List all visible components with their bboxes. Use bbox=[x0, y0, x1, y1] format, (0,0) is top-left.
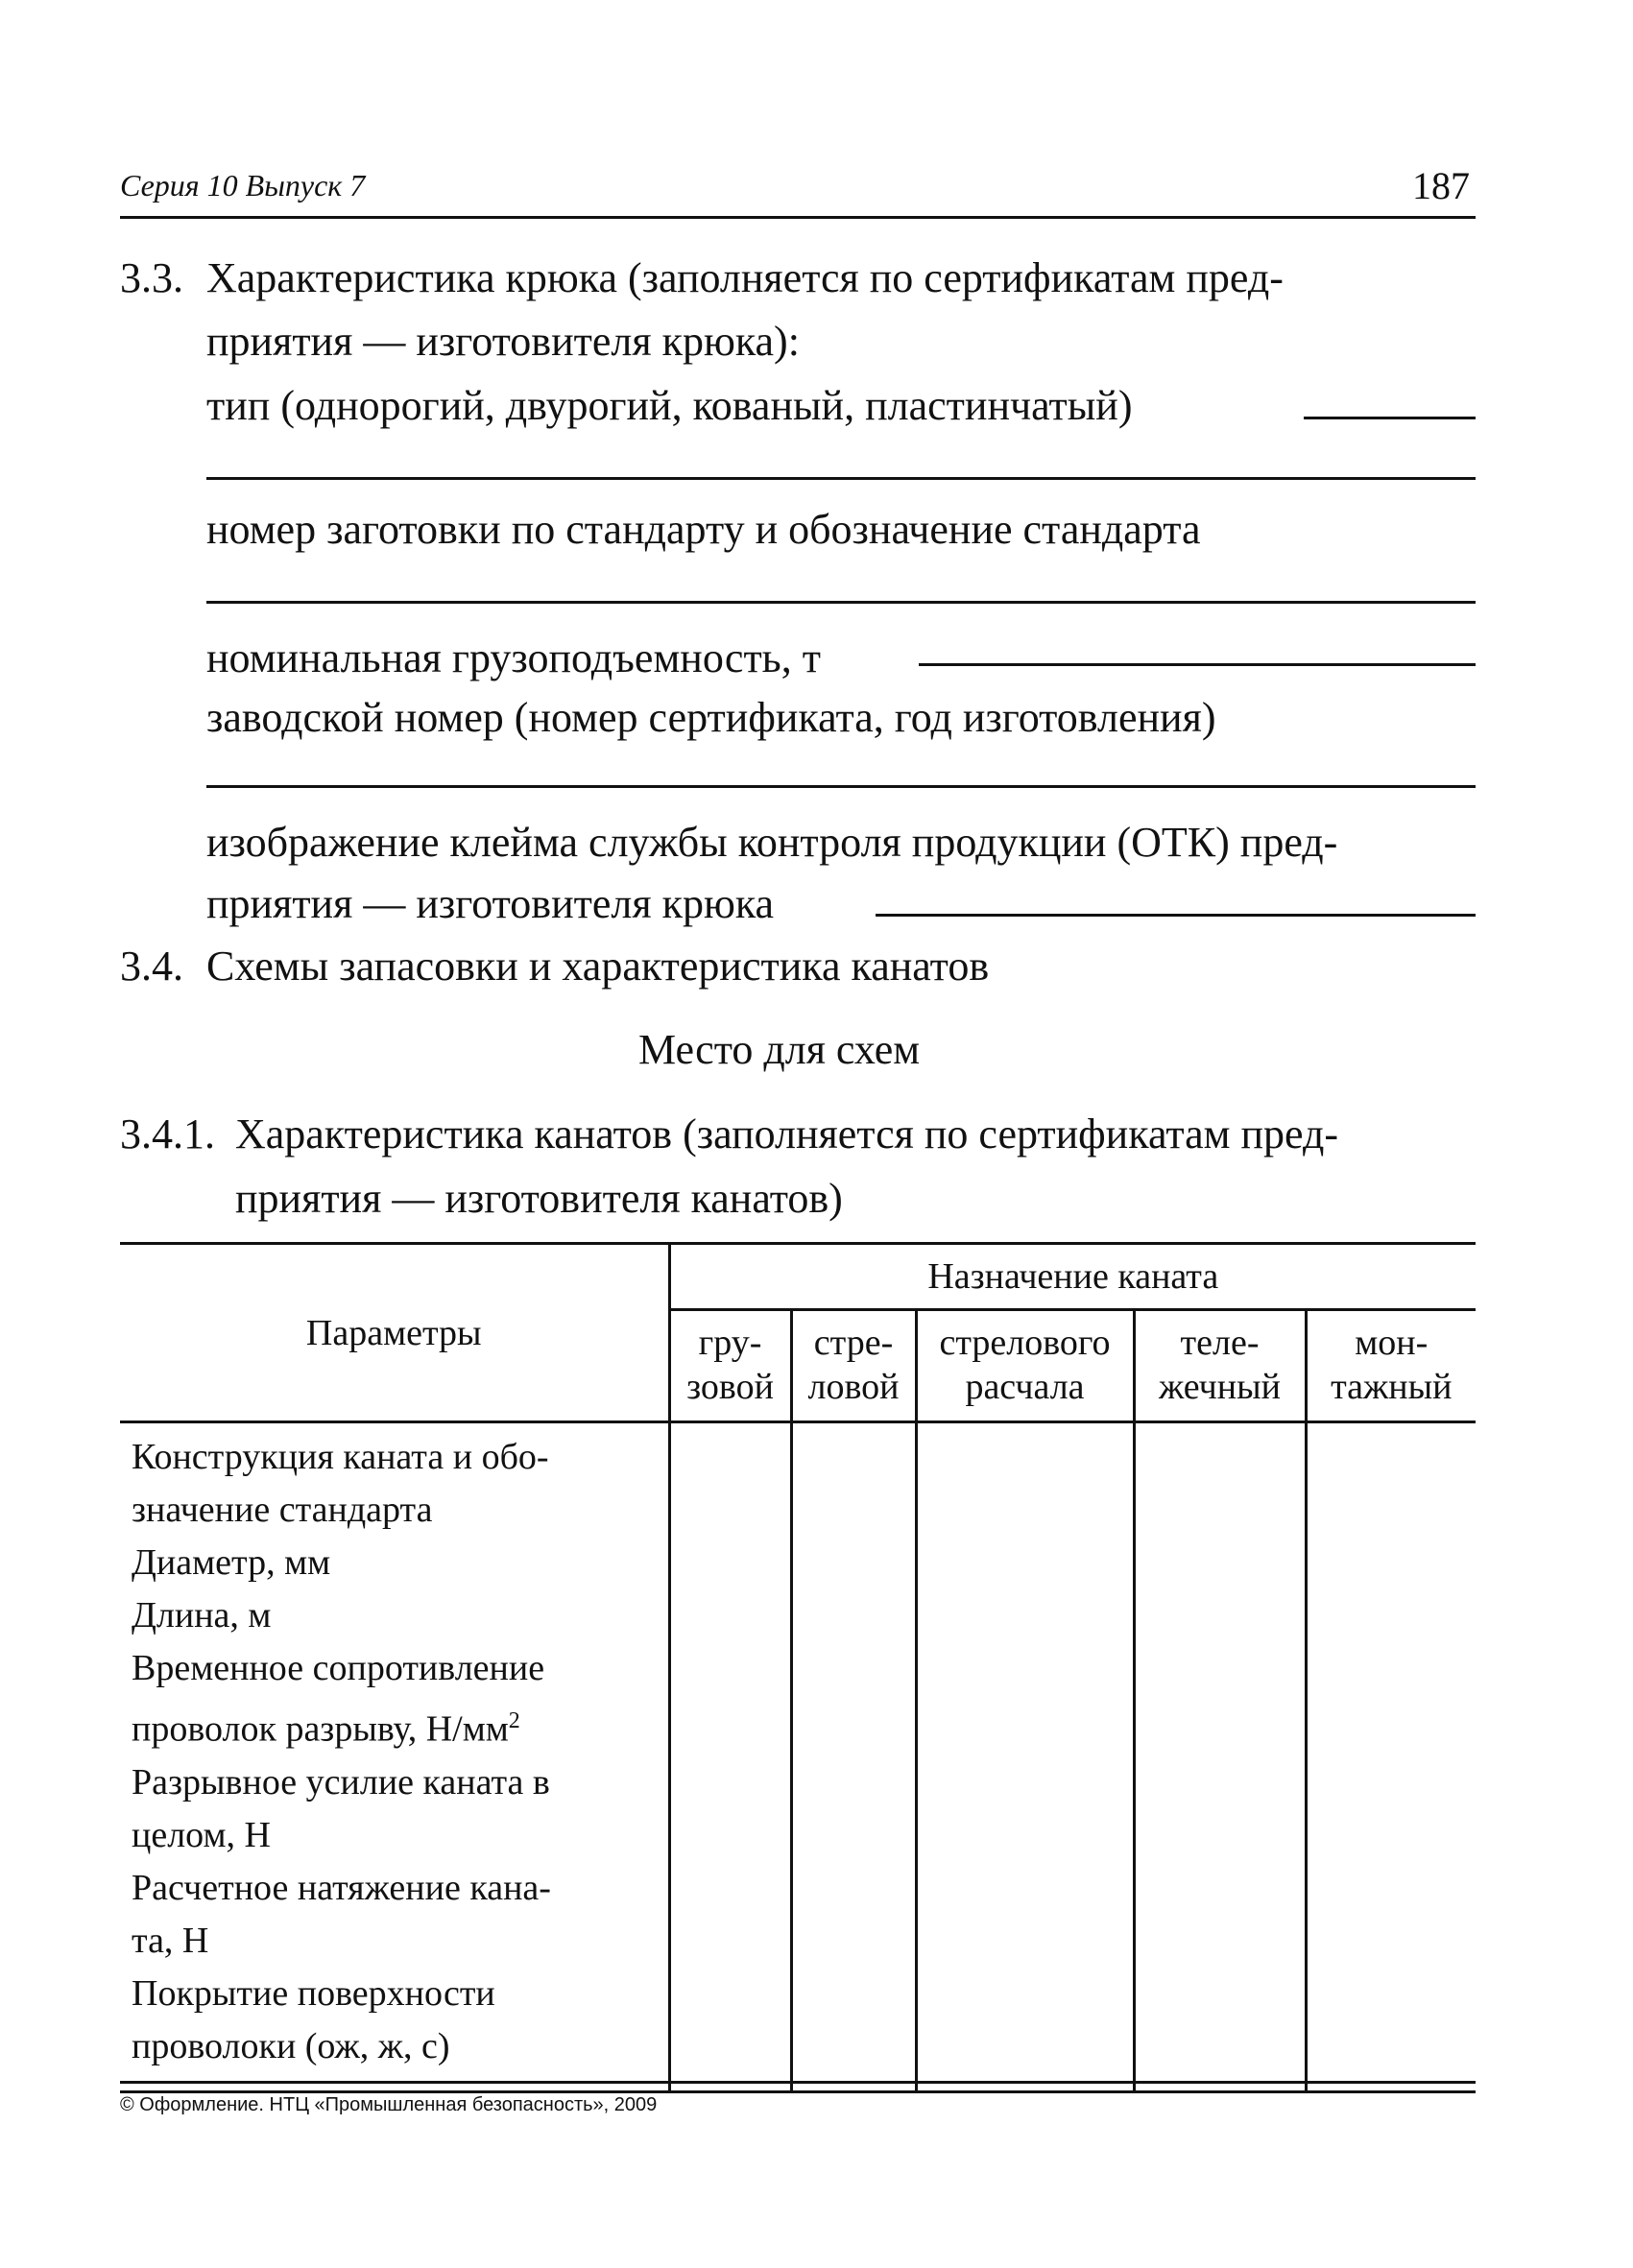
parameters-header: Параметры bbox=[120, 1244, 669, 1422]
rope-characteristics-table bbox=[120, 1242, 1476, 2093]
rope-purpose-header: Назначение каната bbox=[669, 1244, 1476, 1310]
hook-type-fill-line-2 bbox=[206, 477, 1476, 480]
column-header-line: стрелового bbox=[939, 1323, 1111, 1364]
hook-stamp-line2: приятия — изготовителя крюка bbox=[206, 880, 775, 927]
column-header-line: тажный bbox=[1331, 1367, 1453, 1407]
hook-stamp-fill-line bbox=[876, 914, 1476, 917]
column-header-line: стре- bbox=[813, 1323, 894, 1364]
parameter-line-with-unit bbox=[132, 1695, 660, 1756]
hook-capacity-fill-line bbox=[919, 663, 1476, 666]
column-header-cargo bbox=[669, 1310, 791, 1422]
header-rule bbox=[120, 216, 1476, 219]
column-header-line: ловой bbox=[807, 1367, 900, 1407]
parameter-line: Временное сопротивление bbox=[132, 1648, 545, 1688]
section-number-3-3: 3.3. bbox=[120, 254, 183, 301]
column-header-assembly bbox=[1306, 1310, 1476, 1422]
section-number-3-4-1: 3.4.1. bbox=[120, 1110, 215, 1158]
parameter-text: проволок разрыву, Н/мм bbox=[132, 1708, 509, 1750]
column-header-line: зовой bbox=[686, 1367, 774, 1407]
column-header-line: гру- bbox=[698, 1323, 762, 1364]
parameters-list bbox=[120, 1422, 669, 2092]
hook-title-line2: приятия — изготовителя крюка): bbox=[206, 318, 800, 365]
unit-superscript: 2 bbox=[508, 1708, 520, 1733]
page-number: 187 bbox=[1412, 164, 1470, 207]
column-header-boom-guy bbox=[916, 1310, 1134, 1422]
parameter-line: Диаметр, мм bbox=[132, 1542, 331, 1583]
hook-type-fill-line bbox=[1304, 417, 1476, 419]
parameter-line: Разрывное усилие каната в bbox=[132, 1761, 550, 1802]
parameter-line: та, Н bbox=[132, 1920, 209, 1961]
schemes-title: Схемы запасовки и характеристика канатов bbox=[206, 943, 990, 990]
ropes-title-line1: Характеристика канатов (заполняется по сертификатам пред- bbox=[235, 1110, 1339, 1158]
parameter-line: целом, Н bbox=[132, 1814, 271, 1855]
schemes-placeholder: Место для схем bbox=[638, 1026, 921, 1073]
hook-blank-label: номер заготовки по стандарту и обозначение стандарта bbox=[206, 506, 1201, 553]
column-header-trolley bbox=[1134, 1310, 1306, 1422]
table-cell-assembly bbox=[1306, 1422, 1476, 2092]
hook-capacity-label: номинальная грузоподъемность, т bbox=[206, 634, 821, 681]
column-header-line: жечный bbox=[1159, 1367, 1281, 1407]
hook-serial-label: заводской номер (номер сертификата, год изготовления) bbox=[206, 694, 1216, 741]
table-cell-boom bbox=[791, 1422, 916, 2092]
table-cell-cargo bbox=[669, 1422, 791, 2092]
table-cell-boom-guy bbox=[916, 1422, 1134, 2092]
table-cell-trolley bbox=[1134, 1422, 1306, 2092]
parameter-line: Длина, м bbox=[132, 1595, 272, 1635]
column-header-line: теле- bbox=[1180, 1323, 1260, 1364]
ropes-title-line2: приятия — изготовителя канатов) bbox=[235, 1175, 843, 1222]
hook-stamp-line1: изображение клейма службы контроля продукции (ОТК) пред- bbox=[206, 819, 1338, 866]
parameter-line: Расчетное натяжение кана- bbox=[132, 1867, 551, 1908]
hook-blank-fill-line bbox=[206, 601, 1476, 604]
hook-type-label: тип (однорогий, двурогий, кованый, пластинчатый) bbox=[206, 382, 1133, 429]
column-header-line: мон- bbox=[1355, 1323, 1429, 1364]
section-number-3-4: 3.4. bbox=[120, 943, 183, 990]
footer-copyright: © Оформление. НТЦ «Промышленная безопасность», 2009 bbox=[120, 2094, 658, 2115]
parameter-line: значение стандарта bbox=[132, 1490, 433, 1530]
parameter-line: Конструкция каната и обо- bbox=[132, 1437, 549, 1477]
footer-rule bbox=[120, 2081, 1476, 2084]
column-header-line: расчала bbox=[965, 1367, 1085, 1407]
hook-title-line1: Характеристика крюка (заполняется по сертификатам пред- bbox=[206, 254, 1284, 301]
column-header-boom bbox=[791, 1310, 916, 1422]
series-label: Серия 10 Выпуск 7 bbox=[120, 168, 366, 203]
parameter-line: Покрытие поверхности bbox=[132, 1972, 495, 2014]
hook-serial-fill-line bbox=[206, 785, 1476, 788]
parameter-line: проволоки (ож, ж, с) bbox=[132, 2025, 450, 2066]
